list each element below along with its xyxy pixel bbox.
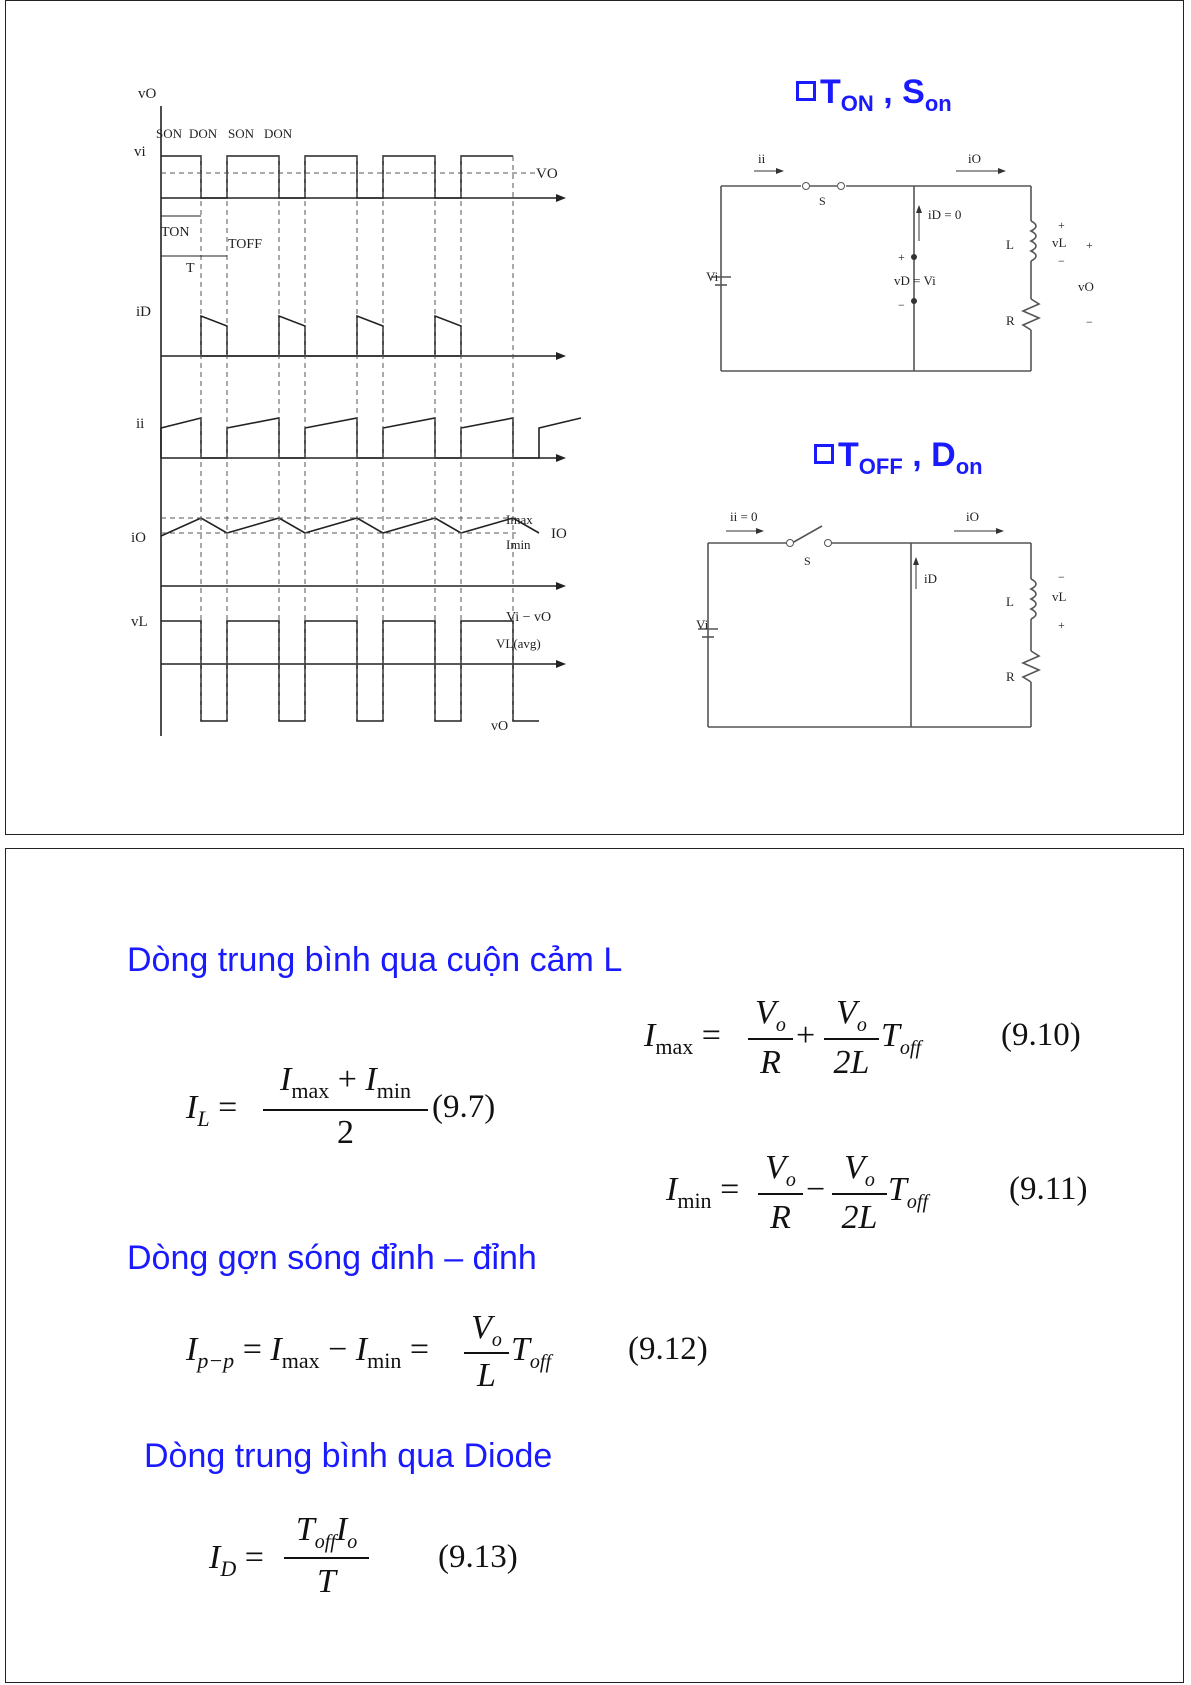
circ-off-vl-minus: − <box>1058 570 1065 584</box>
wave-label-ii: ii <box>136 416 145 432</box>
circ-off-l: L <box>1006 594 1014 609</box>
heading-average-diode-current: Dòng trung bình qua Diode <box>144 1437 553 1475</box>
wave-label-id: iD <box>136 304 151 320</box>
heading-average-inductor-current: Dòng trung bình qua cuộn cảm L <box>127 941 623 979</box>
circ-on-r: R <box>1006 313 1015 328</box>
wave-label-io: iO <box>131 530 146 546</box>
wave-label-imax: Imax <box>506 512 533 527</box>
circ-on-vo-plus: + <box>1086 238 1093 252</box>
circ-off-r: R <box>1006 669 1015 684</box>
circ-off-id: iD <box>924 571 937 586</box>
wave-label-vl-avg: VL(avg) <box>496 636 541 651</box>
wave-label-vl: vL <box>131 614 148 630</box>
wave-label-io-right: IO <box>551 526 567 542</box>
wave-label-don-2: DON <box>264 126 293 141</box>
circ-on-vo-minus: − <box>1086 315 1093 329</box>
circuit-switch-on <box>706 141 1106 386</box>
circ-on-vd: vD = Vi <box>894 273 936 288</box>
circ-off-vl: vL <box>1052 589 1067 604</box>
circ-off-vi: Vi <box>696 617 709 632</box>
circuit-switch-off <box>696 501 1096 741</box>
slide-formulas: Dòng trung bình qua cuộn cảm L $I_{max}$ = $V_o$ R + $V_o$ 2L $T_{off}$ (9.10) $I_L$ = $I_{max} + I_{min}$ 2 (9.7) $I_{min}$ = $V_o$ R − $V_o$ 2L $T_{off}$ (9.11) Dòng gợn sóng đỉnh – đỉnh $I_{p-p} = I_{max} - I_{min}$ = $V_o$ L $T_{off}$ (9.12) Dòng trung bình qua Diode $I_D$ = $T_{off}I_o$ T (9.13) <box>5 848 1184 1683</box>
wave-label-imin: Imin <box>506 537 531 552</box>
circ-on-vd-minus: − <box>898 298 905 312</box>
circ-off-vl-plus: + <box>1058 618 1065 632</box>
wave-label-vo-dash: VO <box>536 166 558 182</box>
wave-label-toff: TOFF <box>228 237 262 252</box>
heading-peak-to-peak-ripple: Dòng gợn sóng đỉnh – đỉnh <box>127 1239 537 1277</box>
wave-label-ton: TON <box>161 225 190 240</box>
circ-on-vl: vL <box>1052 235 1067 250</box>
circ-on-l: L <box>1006 237 1014 252</box>
buck-waveform-diagram <box>116 76 586 746</box>
circ-on-vi: Vi <box>706 269 719 284</box>
wave-label-vo-bottom: vO <box>491 719 509 734</box>
circ-on-io: iO <box>968 151 981 166</box>
circ-on-vd-plus: + <box>898 250 905 264</box>
circ-on-vo: vO <box>1078 279 1094 294</box>
slide-waveforms <box>5 0 1184 835</box>
circ-on-vl-minus: − <box>1058 254 1065 268</box>
wave-label-vo-axis: vO <box>138 86 157 102</box>
wave-label-don-1: DON <box>189 126 218 141</box>
wave-label-t: T <box>186 261 195 276</box>
wave-label-vi-minus-vo: Vi − vO <box>506 610 552 625</box>
checkbox-bullet-icon <box>796 81 816 101</box>
circ-on-vl-plus: + <box>1058 218 1065 232</box>
circ-off-io: iO <box>966 509 979 524</box>
circ-on-s: S <box>819 194 826 208</box>
wave-label-son-1: SON <box>156 126 183 141</box>
circ-off-s: S <box>804 554 811 568</box>
wave-label-son-2: SON <box>228 126 255 141</box>
circ-on-ii: ii <box>758 151 766 166</box>
circ-on-id0: iD = 0 <box>928 207 962 222</box>
circ-off-ii0: ii = 0 <box>730 509 758 524</box>
title-ton-son: $T_{ON}$ , $S_{on}$ <box>796 73 952 117</box>
title-toff-don: $T_{OFF}$ , $D_{on}$ <box>814 436 983 480</box>
wave-label-vi: vi <box>134 144 146 160</box>
checkbox-bullet-icon <box>814 444 834 464</box>
